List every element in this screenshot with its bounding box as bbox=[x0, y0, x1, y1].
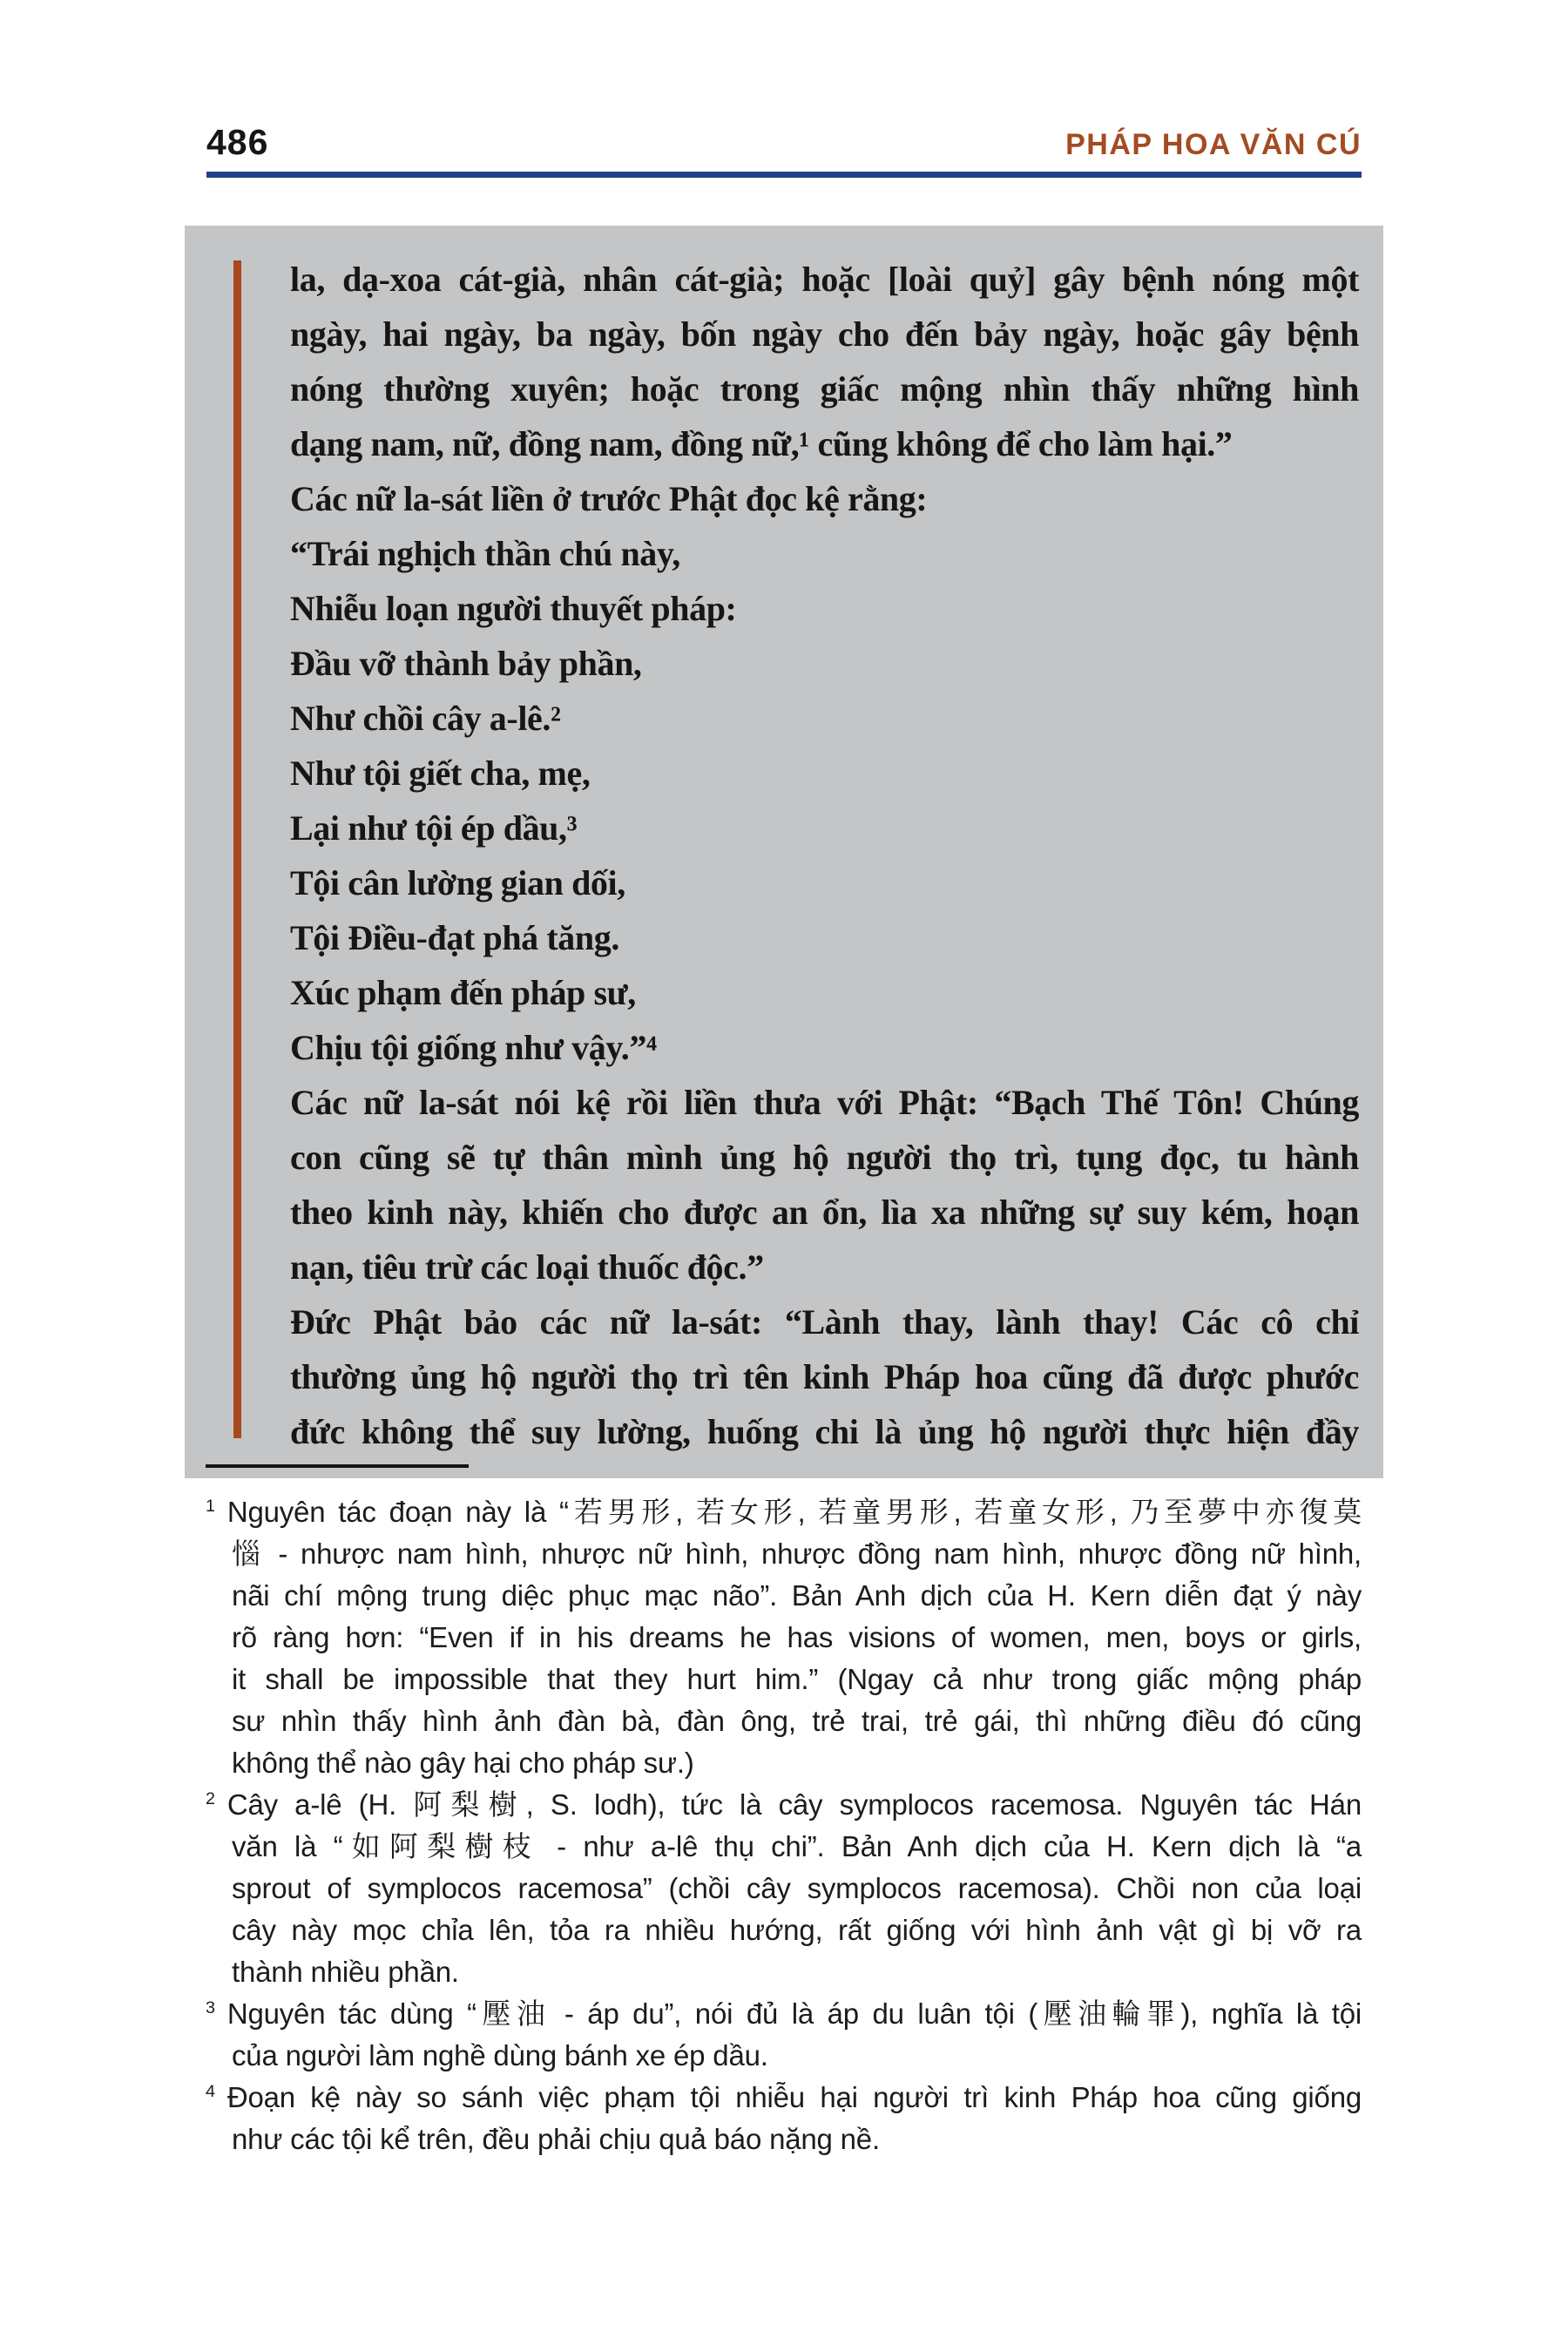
quote-line: dạng nam, nữ, đồng nam, đồng nữ,¹ cũng không để cho làm hại.” bbox=[290, 424, 1233, 463]
quote-line: “Trái nghịch thần chú này, bbox=[290, 534, 680, 573]
footnote-marker: 3 bbox=[206, 1998, 215, 2017]
quote-line: Tội Điều-đạt phá tăng. bbox=[290, 918, 619, 957]
quote-line: la, dạ-xoa cát-già, nhân cát-già; hoặc [loài quỷ] gây bệnh nóng một bbox=[290, 260, 1359, 299]
quote-line: Các nữ la-sát liền ở trước Phật đọc kệ rằng: bbox=[290, 479, 928, 518]
footnote-line: $^3$ Nguyên tác dùng “壓油 - áp du”, nói đủ là áp du luân tội (壓油輪罪), nghĩa là tội bbox=[206, 1997, 1362, 2030]
quote-line: Đầu vỡ thành bảy phần, bbox=[290, 644, 642, 683]
footnote-line: không thể nào gây hại cho pháp sư.) bbox=[232, 1747, 694, 1779]
footnote-line: 惱 - nhược nam hình, nhược nữ hình, nhược đồng nam hình, nhược đồng nữ hình, bbox=[232, 1538, 1362, 1570]
quote-line: Như tội giết cha, mẹ, bbox=[290, 754, 591, 793]
footnote-item bbox=[206, 2077, 1362, 2160]
footnote-line: sprout of symplocos racemosa” (chồi cây symplocos racemosa). Chồi non của loại bbox=[232, 1872, 1362, 1904]
footnote-line: nãi chí mộng trung diệc phục mạc não”. Bản Anh dịch của H. Kern diễn đạt ý này bbox=[232, 1579, 1362, 1612]
footnote-line: sư nhìn thấy hình ảnh đàn bà, đàn ông, trẻ trai, trẻ gái, thì những điều đó cũng bbox=[232, 1705, 1362, 1737]
footnote-item bbox=[206, 1491, 1362, 1784]
footnote-line: $^4$ Đoạn kệ này so sánh việc phạm tội nhiễu hại người trì kinh Pháp hoa cũng giống bbox=[206, 2081, 1362, 2113]
footnote-marker: 2 bbox=[206, 1789, 215, 1808]
quote-line: Chịu tội giống như vậy.”⁴ bbox=[290, 1028, 657, 1067]
footnote-line: it shall be impossible that they hurt him.” (Ngay cả như trong giấc mộng pháp bbox=[232, 1663, 1362, 1695]
footnote-line: thành nhiều phần. bbox=[232, 1956, 459, 1988]
quote-line: Các nữ la-sát nói kệ rồi liền thưa với Phật: “Bạch Thế Tôn! Chúng bbox=[290, 1083, 1359, 1122]
quote-block bbox=[185, 226, 1383, 1478]
footnote-line: của người làm nghề dùng bánh xe ép dầu. bbox=[232, 2039, 768, 2072]
footnote-marker: 1 bbox=[206, 1497, 215, 1516]
footnote-item bbox=[206, 1993, 1362, 2077]
quote-line: Xúc phạm đến pháp sư, bbox=[290, 973, 636, 1012]
quote-line: con cũng sẽ tự thân mình ủng hộ người thọ trì, tụng đọc, tu hành bbox=[290, 1138, 1359, 1177]
page-number: 486 bbox=[206, 122, 269, 162]
quote-line: nạn, tiêu trừ các loại thuốc độc.” bbox=[290, 1247, 764, 1287]
running-header bbox=[206, 122, 1362, 163]
quote-line: ngày, hai ngày, ba ngày, bốn ngày cho đến bảy ngày, hoặc gây bệnh bbox=[290, 314, 1359, 354]
footnotes bbox=[206, 1491, 1362, 2160]
quote-line: đức không thể suy lường, huống chi là ủng hộ người thực hiện đầy bbox=[290, 1412, 1359, 1451]
running-header-title: PHÁP HOA VĂN CÚ bbox=[1065, 128, 1362, 161]
footnote-item bbox=[206, 1784, 1362, 1993]
footnote-separator bbox=[206, 1464, 469, 1468]
header-rule bbox=[206, 172, 1362, 178]
quote-accent-bar bbox=[233, 260, 241, 1438]
quote-line: Đức Phật bảo các nữ la-sát: “Lành thay, lành thay! Các cô chỉ bbox=[290, 1302, 1359, 1342]
footnote-line: như các tội kể trên, đều phải chịu quả báo nặng nề. bbox=[232, 2123, 880, 2155]
footnote-line: $^1$ Nguyên tác đoạn này là “若男形, 若女形, 若童男形, 若童女形, 乃至夢中亦復莫 bbox=[206, 1496, 1362, 1528]
quote-line: Như chồi cây a-lê.² bbox=[290, 699, 561, 738]
quote-line: Lại như tội ép dầu,³ bbox=[290, 808, 578, 848]
quote-line: Tội cân lường gian dối, bbox=[290, 863, 625, 902]
footnote-line: cây này mọc chỉa lên, tỏa ra nhiều hướng, rất giống với hình ảnh vật gì bị vỡ ra bbox=[232, 1914, 1362, 1946]
footnote-marker: 4 bbox=[206, 2082, 215, 2101]
quote-line: thường ủng hộ người thọ trì tên kinh Pháp hoa cũng đã được phước bbox=[290, 1357, 1359, 1396]
footnote-line: văn là “如阿梨樹枝 - như a-lê thụ chi”. Bản Anh dịch của H. Kern dịch là “a bbox=[232, 1830, 1362, 1862]
footnote-line: rõ ràng hơn: “Even if in his dreams he has visions of women, men, boys or girls, bbox=[232, 1621, 1362, 1653]
footnote-line: $^2$ Cây a-lê (H. 阿梨樹, S. lodh), tức là cây symplocos racemosa. Nguyên tác Hán bbox=[206, 1788, 1362, 1821]
quote-line: nóng thường xuyên; hoặc trong giấc mộng nhìn thấy những hình bbox=[290, 369, 1359, 409]
quote-lines bbox=[290, 252, 1359, 1459]
quote-line: theo kinh này, khiến cho được an ổn, lìa xa những sự suy kém, hoạn bbox=[290, 1193, 1359, 1232]
quote-line: Nhiễu loạn người thuyết pháp: bbox=[290, 589, 737, 628]
